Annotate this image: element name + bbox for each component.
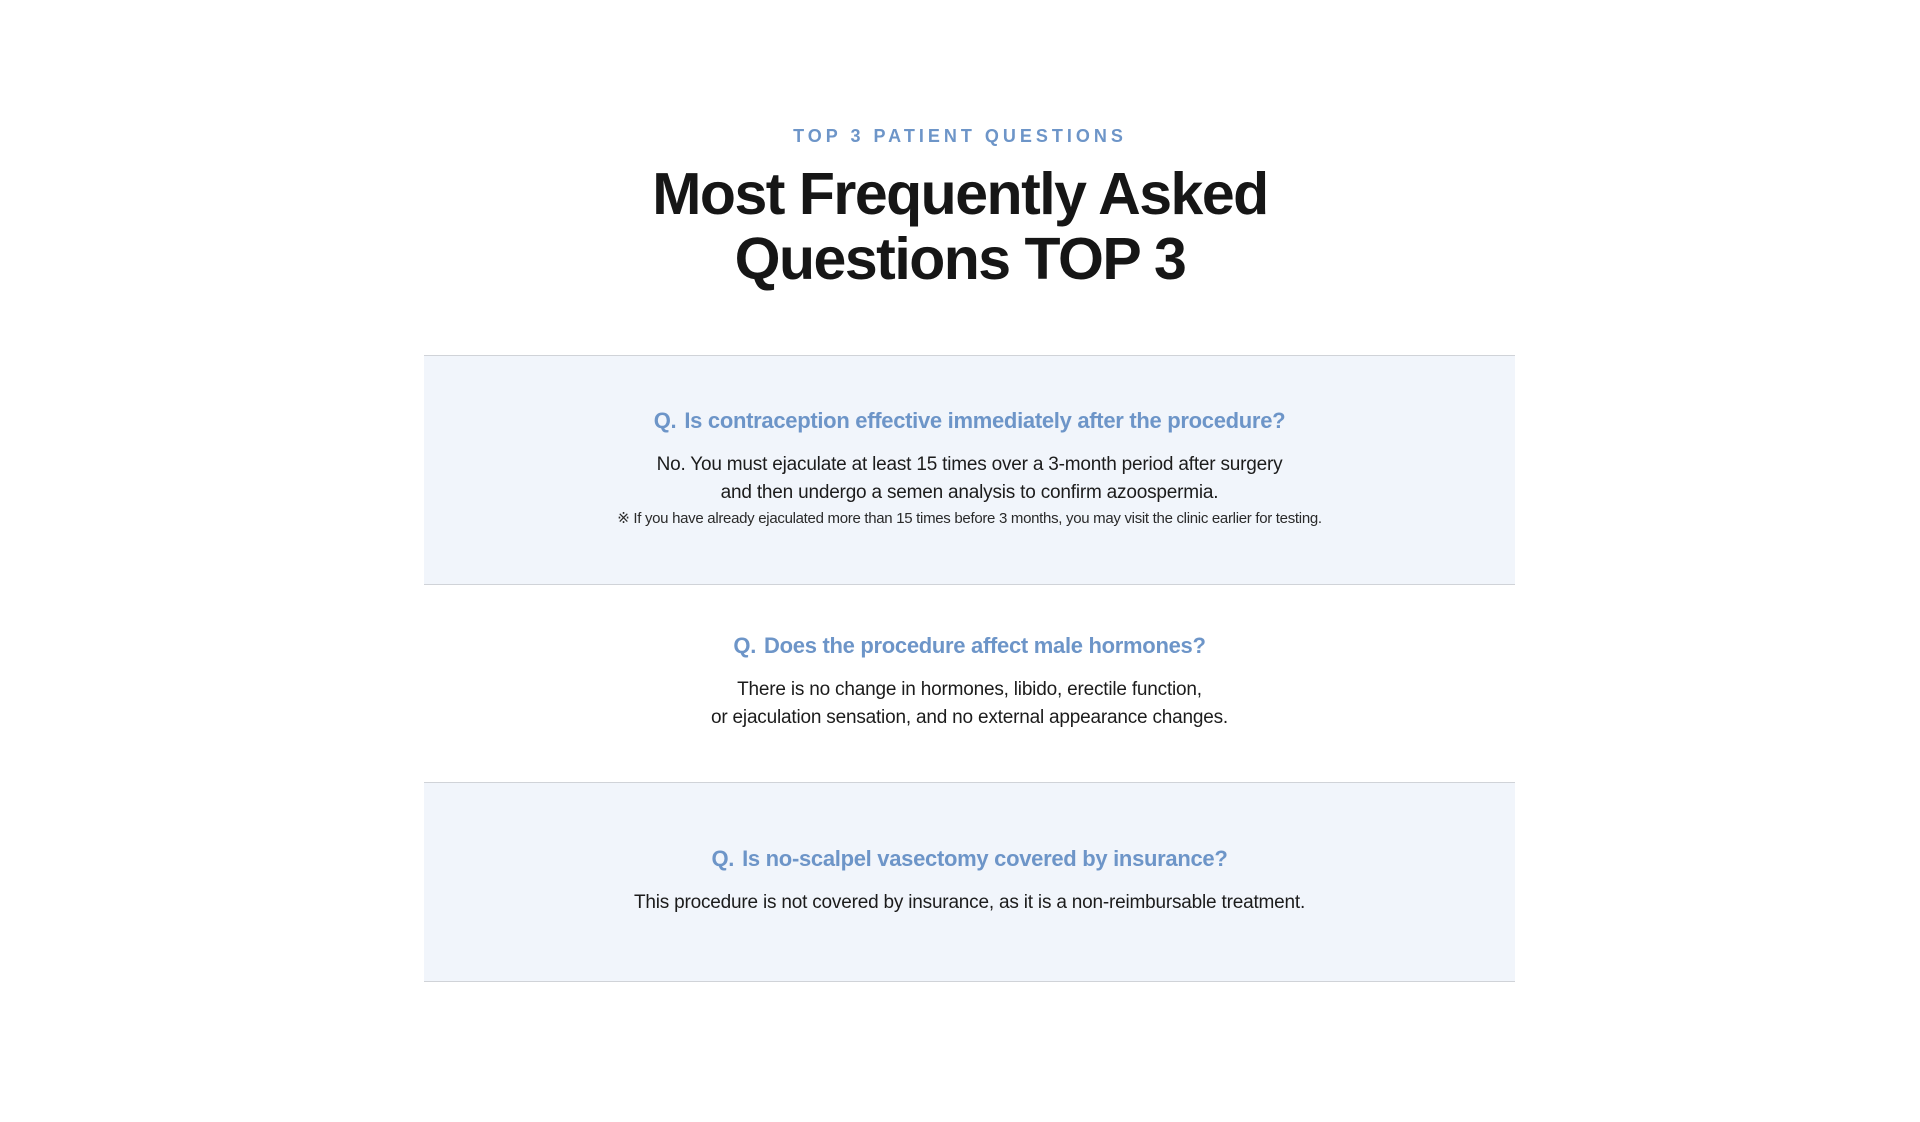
faq-answer (424, 889, 1515, 917)
answer-line: or ejaculation sensation, and no external appearance changes. (710, 707, 1228, 728)
faq-question (424, 406, 1515, 436)
question-text: Is no-scalpel vasectomy covered by insurance? (742, 846, 1228, 871)
page-title-line-1: Most Frequently Asked (652, 161, 1268, 227)
question-text: Does the procedure affect male hormones? (764, 633, 1206, 658)
question-text: Is contraception effective immediately after the procedure? (684, 408, 1286, 433)
answer-note: ※ If you have already ejaculated more than 15 times before 3 months, you may visit the clinic earlier for testing. (617, 510, 1322, 527)
faq-list (424, 355, 1515, 982)
faq-answer (424, 451, 1515, 531)
question-prefix: Q. (733, 633, 757, 658)
section-eyebrow: TOP 3 PATIENT QUESTIONS (793, 126, 1127, 146)
question-prefix: Q. (653, 408, 677, 433)
answer-line: This procedure is not covered by insurance, as it is a non-reimbursable treatment. (633, 892, 1306, 913)
faq-item-insurance (424, 783, 1515, 982)
faq-item-contraception (424, 356, 1515, 585)
question-prefix: Q. (711, 846, 735, 871)
answer-line: and then undergo a semen analysis to confirm azoospermia. (720, 482, 1219, 503)
page-title-line-2: Questions TOP 3 (734, 226, 1186, 292)
faq-answer (424, 676, 1515, 732)
answer-line: No. You must ejaculate at least 15 times over a 3-month period after surgery (656, 454, 1283, 475)
page-title (0, 162, 1920, 292)
faq-question (424, 631, 1515, 661)
faq-item-hormones (424, 585, 1515, 783)
answer-line: There is no change in hormones, libido, erectile function, (737, 679, 1202, 700)
faq-question (424, 844, 1515, 874)
